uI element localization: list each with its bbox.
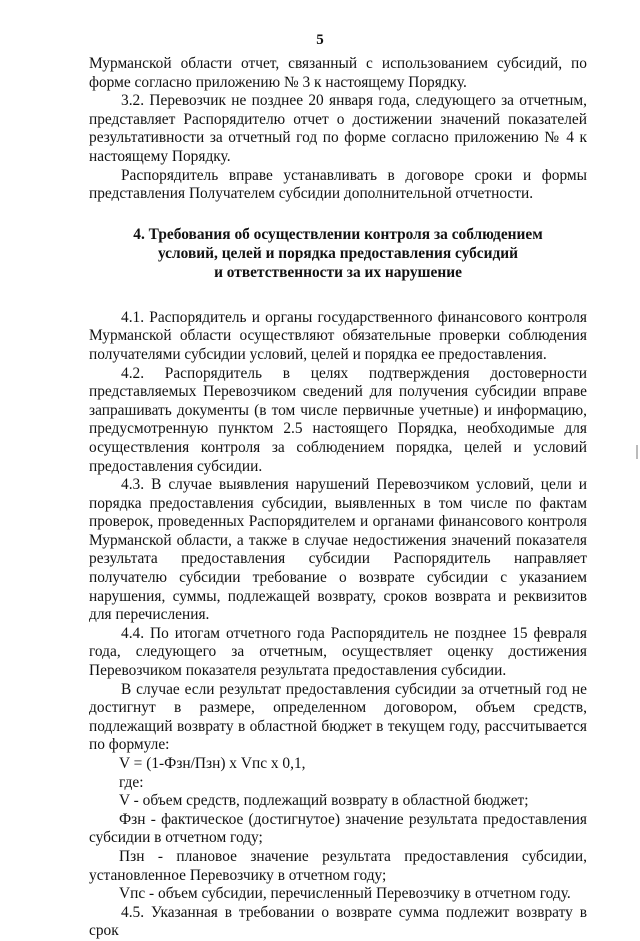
formula-where: где:: [119, 773, 144, 791]
paragraph-4-4: 4.4. По итогам отчетного года Распорядитель не позднее 15 февраля года, следующего за отчетным, осуществляет оценку достижения Перевозчиком показателя результата предоставления субсидии.: [89, 624, 587, 680]
definition-vps: Vпс - объем субсидии, перечисленный Перевозчику в отчетном году.: [119, 885, 571, 903]
definition-pzn: Пзн - плановое значение результата предоставления субсидии, установленное Перевозчику в отчетном году;: [89, 847, 587, 884]
heading-line-1: 4. Требования об осуществлении контроля за соблюдением: [133, 225, 543, 243]
definition-fzn: Фзн - фактическое (достигнутое) значение результата предоставления субсидии в отчетном году;: [89, 810, 587, 847]
paragraph-4-1: 4.1. Распорядитель и органы государственного финансового контроля Мурманской области осуществляют обязательные проверки соблюдения получателями субсидии условий, целей и порядка ее предоставления.: [89, 308, 587, 363]
heading-line-3: и ответственности за их нарушение: [214, 263, 462, 281]
formula: V = (1-Фзн/Пзн) х Vпс х 0,1,: [119, 755, 306, 772]
paragraph-additional-reporting: Распорядитель вправе устанавливать в договоре сроки и формы представления Получателем субсидии дополнительной отчетности.: [89, 166, 587, 203]
scan-edge-mark: [636, 445, 638, 459]
paragraph-4-2: 4.2. Распорядитель в целях подтверждения достоверности представляемых Перевозчиком сведений для получения субсидии вправе запрашивать документы (в том числе первичные учетные) и информацию, предусмотренную пунктом 2.5 настоящего Порядка, необходимые для осуществления контроля за соблюдением порядка, целей и условий предоставления субсидии.: [89, 364, 587, 475]
section-4-heading: [89, 225, 587, 282]
definition-v: V - объем средств, подлежащий возврату в областной бюджет;: [119, 792, 529, 810]
document-body: [89, 55, 587, 941]
page-number: 5: [316, 32, 324, 48]
paragraph-formula-intro: В случае если результат предоставления субсидии за отчетный год не достигнут в размере, определенном договором, объем средств, подлежащий возврату в областной бюджет в текущем году, рассчитывается по формуле:: [89, 680, 587, 754]
paragraph-3-1-continuation: Мурманской области отчет, связанный с использованием субсидий, по форме согласно приложению № 3 к настоящему Порядку.: [89, 55, 587, 91]
paragraph-3-2: 3.2. Перевозчик не позднее 20 января года, следующего за отчетным, представляет Распорядителю отчет о достижении значений показателей результативности за отчетный год по форме согласно приложению № 4 к настоящему Порядку.: [89, 92, 587, 165]
paragraph-4-3: 4.3. В случае выявления нарушений Перевозчиком условий, цели и порядка предоставления субсидии, выявленных в том числе по фактам проверок, проведенных Распорядителем и органами финансового контроля Мурманской области, а также в случае недостижения значений показателя результата предоставления субсидии Распорядитель направляет получателю субсидии требование о возврате субсидии с указанием нарушения, суммы, подлежащей возврату, сроков возврата и реквизитов для перечисления.: [89, 476, 587, 624]
paragraph-4-5: 4.5. Указанная в требовании о возврате сумма подлежит возврату в срок: [89, 903, 587, 940]
heading-line-2: условий, целей и порядка предоставления субсидий: [157, 244, 519, 262]
